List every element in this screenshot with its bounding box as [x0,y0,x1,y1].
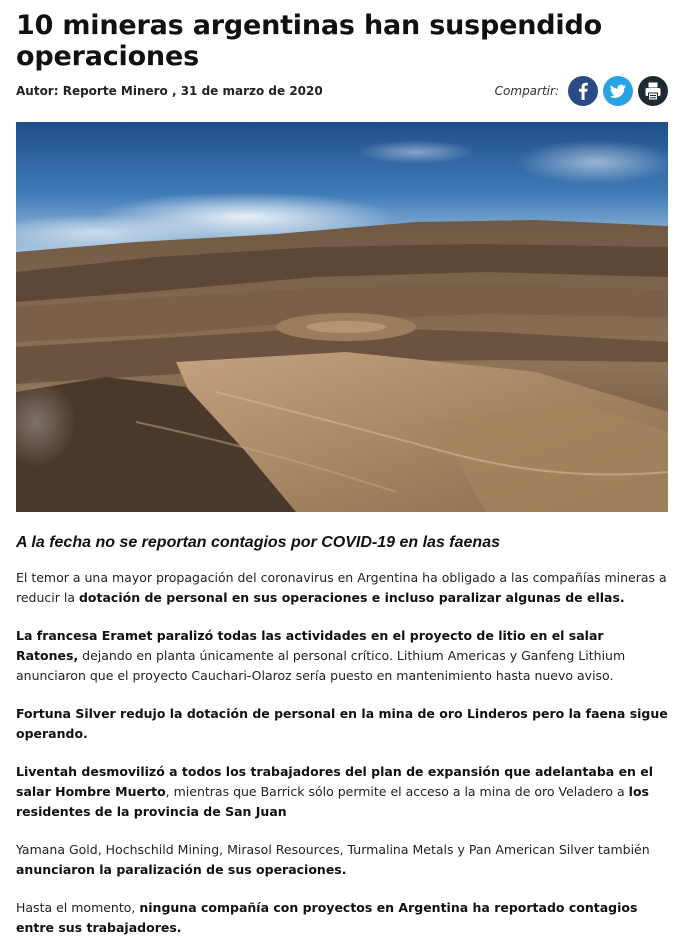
text-run: El temor a una mayor propagación del coronavirus en Argentina ha obligado a las compañías mineras a reducir la [16,570,667,605]
text-run: Yamana Gold, Hochschild Mining, Mirasol Resources, Turmalina Metals y Pan American Silver también [16,842,650,857]
bold-text-run: Fortuna Silver redujo la dotación de personal en la mina de oro Linderos pero la faena sigue operando. [16,706,668,741]
facebook-icon [568,76,598,106]
author-line: Autor: Reporte Minero , 31 de marzo de 2020 [16,84,323,98]
article-paragraph [16,568,668,608]
article-title: 10 mineras argentinas han suspendido operaciones [16,10,602,72]
article-subtitle: A la fecha no se reportan contagios por COVID-19 en las faenas [16,534,500,551]
text-run: dejando en planta únicamente al personal crítico. Lithium Americas y Ganfeng Lithium anunciaron que el proyecto Cauchari-Olaroz sería puesto en mantenimiento hasta nuevo aviso. [16,648,626,683]
bold-text-run: Liventah desmovilizó a todos los trabajadores del plan de expansión que adelantaba en el salar Hombre Muerto [16,764,654,799]
share-label: Compartir: [494,84,559,98]
article [16,0,668,938]
print-icon [638,76,668,106]
bold-text-run: La francesa Eramet paralizó todas las actividades en el proyecto de litio en el salar Ratones, [16,628,604,663]
bold-text-run: los residentes de la provincia de San Juan [16,784,649,819]
text-run: Hasta el momento, [16,900,140,915]
article-paragraph [16,762,668,822]
article-paragraph [16,840,668,880]
article-body [16,568,668,938]
bold-text-run: anunciaron la paralización de sus operaciones. [16,862,347,877]
bold-text-run: ninguna compañía con proyectos en Argentina ha reportado contagios entre sus trabajadores. [16,900,638,935]
twitter-icon [603,76,633,106]
article-meta [16,76,668,110]
article-paragraph [16,626,668,686]
share-bar [495,76,668,106]
twitter-share-button[interactable] [603,76,633,106]
article-paragraph [16,898,668,938]
open-pit-mine-photo [16,122,668,512]
text-run: , mientras que Barrick sólo permite el acceso a la mina de oro Veladero a [165,784,629,799]
bold-text-run: dotación de personal en sus operaciones e incluso paralizar algunas de ellas. [78,590,625,605]
print-button[interactable] [638,76,668,106]
facebook-share-button[interactable] [568,76,598,106]
article-paragraph [16,704,668,744]
